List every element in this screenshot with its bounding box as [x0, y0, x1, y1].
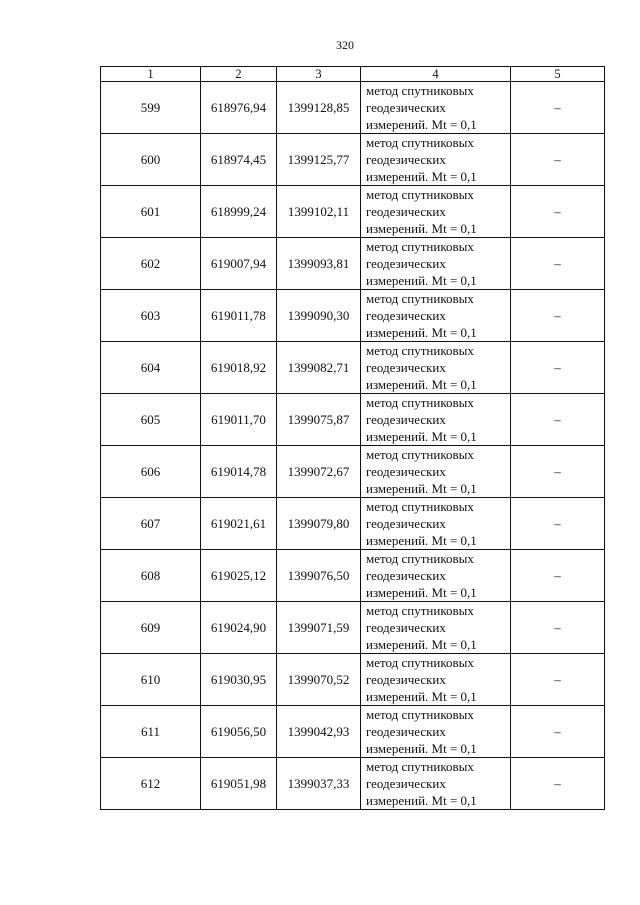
x-coordinate-cell: 619021,61: [201, 498, 277, 550]
x-coordinate-cell: 619011,78: [201, 290, 277, 342]
y-coordinate-cell: 1399070,52: [277, 654, 361, 706]
table-row: [101, 446, 605, 498]
note-cell: –: [511, 134, 605, 186]
x-coordinate-cell: 619030,95: [201, 654, 277, 706]
method-text-line: измерений. Mt = 0,1: [366, 377, 477, 392]
method-cell: [361, 446, 511, 498]
y-coordinate-cell: 1399090,30: [277, 290, 361, 342]
method-cell: [361, 602, 511, 654]
note-cell: –: [511, 394, 605, 446]
method-text-line: измерений. Mt = 0,1: [366, 637, 477, 652]
table-row: [101, 758, 605, 810]
note-cell: –: [511, 290, 605, 342]
note-cell: –: [511, 550, 605, 602]
x-coordinate-cell: 619007,94: [201, 238, 277, 290]
method-text-line: геодезических: [366, 412, 446, 427]
table-row: [101, 290, 605, 342]
note-cell: –: [511, 446, 605, 498]
method-text-line: метод спутниковых: [366, 603, 474, 618]
method-cell: [361, 134, 511, 186]
point-number-cell: 607: [101, 498, 201, 550]
column-header-2: 2: [201, 67, 277, 82]
x-coordinate-cell: 619051,98: [201, 758, 277, 810]
method-text-line: измерений. Mt = 0,1: [366, 169, 477, 184]
point-number-cell: 602: [101, 238, 201, 290]
method-text-line: геодезических: [366, 672, 446, 687]
y-coordinate-cell: 1399042,93: [277, 706, 361, 758]
y-coordinate-cell: 1399079,80: [277, 498, 361, 550]
method-text-line: метод спутниковых: [366, 239, 474, 254]
method-cell: [361, 394, 511, 446]
table-header-row: [101, 67, 605, 82]
x-coordinate-cell: 618976,94: [201, 82, 277, 134]
method-text-line: измерений. Mt = 0,1: [366, 481, 477, 496]
note-cell: –: [511, 498, 605, 550]
table-row: [101, 82, 605, 134]
x-coordinate-cell: 619018,92: [201, 342, 277, 394]
note-cell: –: [511, 238, 605, 290]
point-number-cell: 612: [101, 758, 201, 810]
table-row: [101, 342, 605, 394]
y-coordinate-cell: 1399037,33: [277, 758, 361, 810]
method-text-line: геодезических: [366, 464, 446, 479]
coordinates-table: [100, 66, 605, 810]
point-number-cell: 611: [101, 706, 201, 758]
note-cell: –: [511, 706, 605, 758]
method-text-line: измерений. Mt = 0,1: [366, 689, 477, 704]
table-row: [101, 550, 605, 602]
table-row: [101, 654, 605, 706]
method-cell: [361, 550, 511, 602]
method-text-line: метод спутниковых: [366, 187, 474, 202]
method-text-line: метод спутниковых: [366, 655, 474, 670]
method-text-line: метод спутниковых: [366, 83, 474, 98]
method-text-line: метод спутниковых: [366, 759, 474, 774]
method-text-line: измерений. Mt = 0,1: [366, 221, 477, 236]
table-row: [101, 498, 605, 550]
y-coordinate-cell: 1399072,67: [277, 446, 361, 498]
point-number-cell: 609: [101, 602, 201, 654]
method-cell: [361, 82, 511, 134]
y-coordinate-cell: 1399093,81: [277, 238, 361, 290]
column-header-3: 3: [277, 67, 361, 82]
method-text-line: геодезических: [366, 620, 446, 635]
method-text-line: метод спутниковых: [366, 135, 474, 150]
method-text-line: метод спутниковых: [366, 707, 474, 722]
table-row: [101, 394, 605, 446]
point-number-cell: 603: [101, 290, 201, 342]
page-number: 320: [336, 38, 354, 52]
x-coordinate-cell: 619025,12: [201, 550, 277, 602]
method-text-line: геодезических: [366, 256, 446, 271]
method-cell: [361, 498, 511, 550]
x-coordinate-cell: 619056,50: [201, 706, 277, 758]
point-number-cell: 608: [101, 550, 201, 602]
method-text-line: геодезических: [366, 360, 446, 375]
method-cell: [361, 342, 511, 394]
point-number-cell: 600: [101, 134, 201, 186]
method-text-line: измерений. Mt = 0,1: [366, 533, 477, 548]
method-text-line: измерений. Mt = 0,1: [366, 117, 477, 132]
y-coordinate-cell: 1399071,59: [277, 602, 361, 654]
method-text-line: измерений. Mt = 0,1: [366, 325, 477, 340]
y-coordinate-cell: 1399082,71: [277, 342, 361, 394]
table-body: [101, 82, 605, 810]
method-cell: [361, 706, 511, 758]
point-number-cell: 601: [101, 186, 201, 238]
note-cell: –: [511, 758, 605, 810]
method-text-line: измерений. Mt = 0,1: [366, 273, 477, 288]
method-text-line: измерений. Mt = 0,1: [366, 429, 477, 444]
method-text-line: геодезических: [366, 776, 446, 791]
method-text-line: геодезических: [366, 204, 446, 219]
method-text-line: измерений. Mt = 0,1: [366, 585, 477, 600]
point-number-cell: 606: [101, 446, 201, 498]
method-text-line: геодезических: [366, 568, 446, 583]
method-text-line: измерений. Mt = 0,1: [366, 793, 477, 808]
x-coordinate-cell: 618974,45: [201, 134, 277, 186]
y-coordinate-cell: 1399102,11: [277, 186, 361, 238]
table-row: [101, 134, 605, 186]
note-cell: –: [511, 654, 605, 706]
method-text-line: геодезических: [366, 516, 446, 531]
method-text-line: метод спутниковых: [366, 551, 474, 566]
table-row: [101, 186, 605, 238]
column-header-4: 4: [361, 67, 511, 82]
method-text-line: метод спутниковых: [366, 291, 474, 306]
x-coordinate-cell: 619024,90: [201, 602, 277, 654]
method-text-line: геодезических: [366, 100, 446, 115]
method-cell: [361, 186, 511, 238]
method-text-line: измерений. Mt = 0,1: [366, 741, 477, 756]
method-cell: [361, 654, 511, 706]
point-number-cell: 604: [101, 342, 201, 394]
method-text-line: метод спутниковых: [366, 499, 474, 514]
table-row: [101, 602, 605, 654]
y-coordinate-cell: 1399125,77: [277, 134, 361, 186]
method-cell: [361, 758, 511, 810]
method-cell: [361, 238, 511, 290]
note-cell: –: [511, 82, 605, 134]
column-header-5: 5: [511, 67, 605, 82]
x-coordinate-cell: 619011,70: [201, 394, 277, 446]
method-text-line: метод спутниковых: [366, 447, 474, 462]
method-text-line: геодезических: [366, 724, 446, 739]
note-cell: –: [511, 186, 605, 238]
y-coordinate-cell: 1399075,87: [277, 394, 361, 446]
note-cell: –: [511, 602, 605, 654]
method-text-line: метод спутниковых: [366, 343, 474, 358]
method-text-line: геодезических: [366, 152, 446, 167]
point-number-cell: 599: [101, 82, 201, 134]
note-cell: –: [511, 342, 605, 394]
method-text-line: метод спутниковых: [366, 395, 474, 410]
point-number-cell: 610: [101, 654, 201, 706]
table-row: [101, 238, 605, 290]
x-coordinate-cell: 618999,24: [201, 186, 277, 238]
point-number-cell: 605: [101, 394, 201, 446]
y-coordinate-cell: 1399076,50: [277, 550, 361, 602]
column-header-1: 1: [101, 67, 201, 82]
method-cell: [361, 290, 511, 342]
x-coordinate-cell: 619014,78: [201, 446, 277, 498]
y-coordinate-cell: 1399128,85: [277, 82, 361, 134]
method-text-line: геодезических: [366, 308, 446, 323]
table-row: [101, 706, 605, 758]
